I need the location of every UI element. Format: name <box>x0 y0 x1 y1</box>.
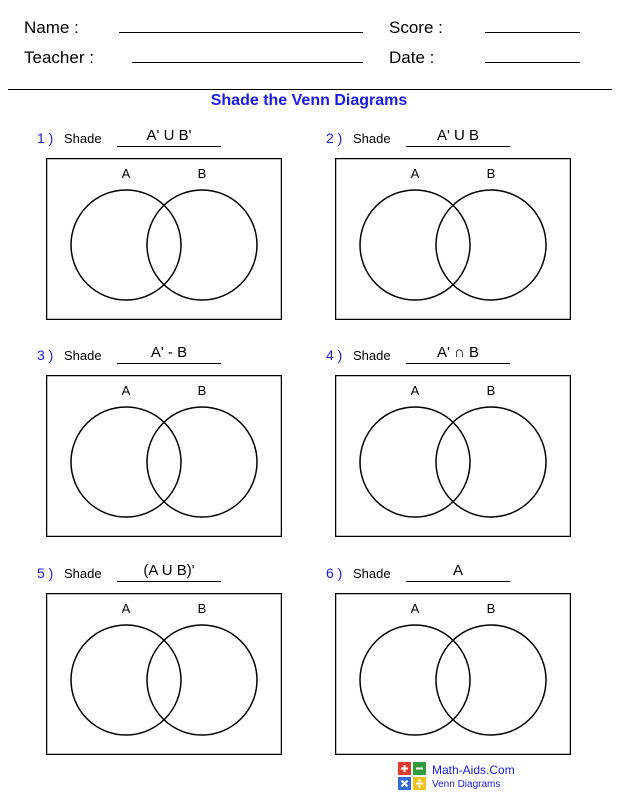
venn-diagram[interactable] <box>335 158 571 320</box>
set-expression: A' ∩ B <box>437 344 479 361</box>
problem-number: 1 ) <box>37 130 54 146</box>
universal-set-box <box>336 159 571 320</box>
shade-label: Shade <box>64 348 102 363</box>
header-divider <box>8 89 612 90</box>
shade-label: Shade <box>64 566 102 581</box>
teacher-field[interactable] <box>132 62 363 63</box>
teacher-label: Teacher : <box>24 48 94 67</box>
venn-diagram[interactable] <box>46 375 282 537</box>
problem-number: 5 ) <box>37 565 54 581</box>
circle-a-label: A <box>121 166 131 181</box>
date-field[interactable] <box>485 62 580 63</box>
expression-underline <box>117 146 221 147</box>
circle-a-label: A <box>410 383 420 398</box>
name-label: Name : <box>24 18 79 37</box>
circle-b <box>147 625 257 735</box>
footer-brand <box>398 762 538 794</box>
circle-b <box>436 625 546 735</box>
venn-diagram[interactable] <box>335 593 571 755</box>
circle-a-label: A <box>121 601 131 616</box>
circle-b-label: B <box>197 601 207 616</box>
venn-diagram[interactable] <box>46 158 282 320</box>
set-expression: A' U B' <box>146 127 192 144</box>
circle-a <box>360 625 470 735</box>
problem-number: 3 ) <box>37 347 54 363</box>
venn-diagram[interactable] <box>335 375 571 537</box>
score-label: Score : <box>389 18 443 37</box>
circle-a <box>71 407 181 517</box>
site-name: Math-Aids.Com <box>432 763 515 777</box>
circle-a <box>71 190 181 300</box>
name-field[interactable] <box>119 32 363 33</box>
score-field[interactable] <box>485 32 580 33</box>
circle-b <box>147 190 257 300</box>
circle-b-label: B <box>197 383 207 398</box>
circle-b-label: B <box>486 166 496 181</box>
circle-a-label: A <box>410 166 420 181</box>
expression-underline <box>117 363 221 364</box>
universal-set-box <box>47 159 282 320</box>
expression-underline <box>406 581 510 582</box>
shade-label: Shade <box>353 131 391 146</box>
problem-2 <box>326 127 576 340</box>
shade-label: Shade <box>64 131 102 146</box>
circle-a <box>360 190 470 300</box>
circle-b <box>436 407 546 517</box>
date-label: Date : <box>389 48 435 67</box>
problem-number: 4 ) <box>326 347 343 363</box>
problem-4 <box>326 344 576 557</box>
universal-set-box <box>47 594 282 755</box>
problem-number: 6 ) <box>326 565 343 581</box>
page-title: Shade the Venn Diagrams <box>210 92 408 109</box>
worksheet-subtitle: Venn Diagrams <box>432 779 501 790</box>
circle-b-label: B <box>486 601 496 616</box>
circle-a-label: A <box>410 601 420 616</box>
universal-set-box <box>47 376 282 537</box>
universal-set-box <box>336 594 571 755</box>
circle-b <box>436 190 546 300</box>
venn-diagram[interactable] <box>46 593 282 755</box>
expression-underline <box>406 146 510 147</box>
problem-6 <box>326 562 576 775</box>
expression-underline <box>117 581 221 582</box>
problem-1 <box>37 127 287 340</box>
expression-underline <box>406 363 510 364</box>
circle-a <box>71 625 181 735</box>
math-operations-icon <box>398 762 426 790</box>
set-expression: A <box>452 562 463 579</box>
circle-b <box>147 407 257 517</box>
set-expression: A' - B <box>150 344 188 361</box>
problem-number: 2 ) <box>326 130 343 146</box>
circle-a-label: A <box>121 383 131 398</box>
problem-5 <box>37 562 287 775</box>
circle-a <box>360 407 470 517</box>
circle-b-label: B <box>486 383 496 398</box>
problem-3 <box>37 344 287 557</box>
universal-set-box <box>336 376 571 537</box>
set-expression: (A U B)' <box>143 562 195 579</box>
shade-label: Shade <box>353 348 391 363</box>
set-expression: A' U B <box>436 127 480 144</box>
shade-label: Shade <box>353 566 391 581</box>
circle-b-label: B <box>197 166 207 181</box>
